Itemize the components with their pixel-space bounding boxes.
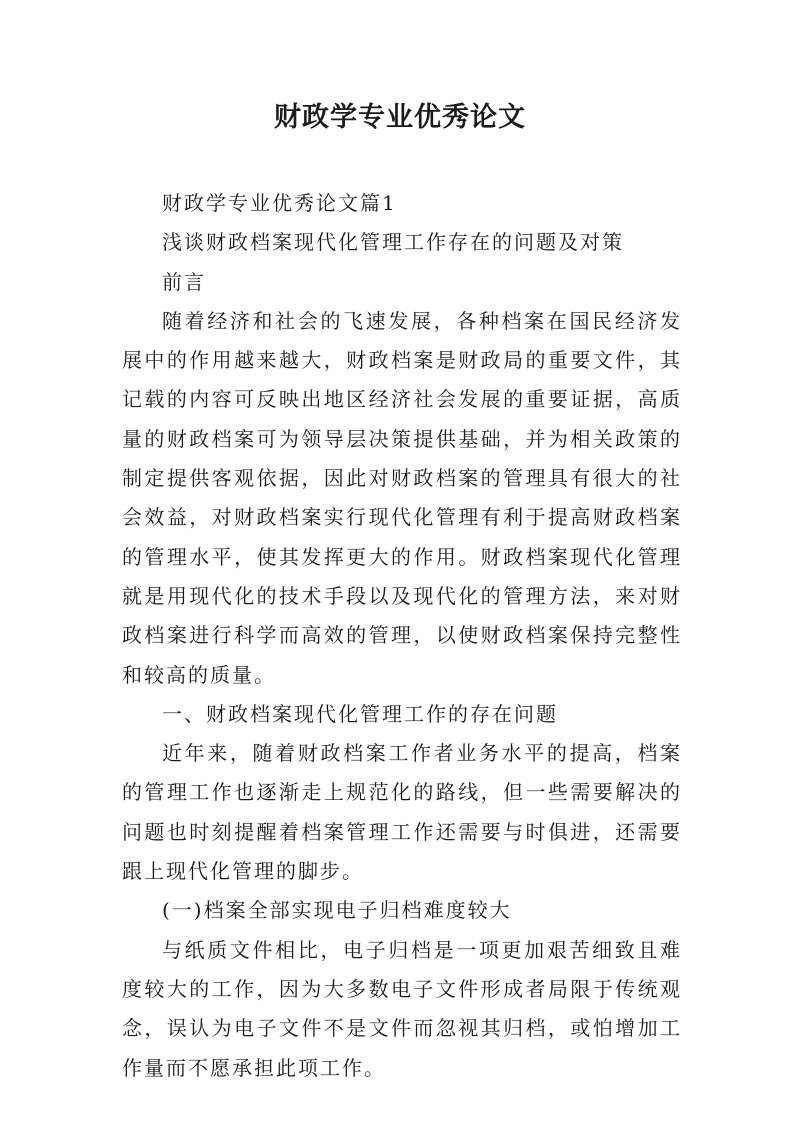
document-body — [122, 184, 682, 1088]
subheading-electronic-archiving: (一)档案全部实现电子归档难度较大 — [162, 898, 512, 923]
article-title: 浅谈财政档案现代化管理工作存在的问题及对策 — [162, 230, 624, 255]
document-title: 财政学专业优秀论文 — [274, 102, 526, 133]
body-paragraph: 随着经济和社会的飞速发展，各种档案在国民经济发展中的作用越来越大，财政档案是财政局的重要文件，其记载的内容可反映出地区经济社会发展的重要证据，高质量的财政档案可为领导层决策提供基础，并为相关政策的制定提供客观依据，因此对财政档案的管理具有很大的社会效益，对财政档案实行现代化管理有利于提高财政档案的管理水平，使其发挥更大的作用。财政档案现代化管理就是用现代化的技术手段以及现代化的管理方法，来对财政档案进行科学而高效的管理，以使财政档案保持完整性和较高的质量。 — [122, 308, 682, 687]
subheading-problems: 一、财政档案现代化管理工作的存在问题 — [162, 701, 558, 726]
section-heading: 财政学专业优秀论文篇1 — [162, 191, 397, 215]
body-paragraph: 与纸质文件相比，电子归档是一项更加艰苦细致且难度较大的工作，因为大多数电子文件形成者局限于传统观念，误认为电子文件不是文件而忽视其归档，或怕增加工作量而不愿承担此项工作。 — [122, 937, 682, 1080]
body-paragraph: 近年来，随着财政档案工作者业务水平的提高，档案的管理工作也逐渐走上规范化的路线，但一些需要解决的问题也时刻提醒着档案管理工作还需要与时俱进，还需要跟上现代化管理的脚步。 — [122, 741, 682, 884]
subheading-preface: 前言 — [162, 269, 206, 294]
